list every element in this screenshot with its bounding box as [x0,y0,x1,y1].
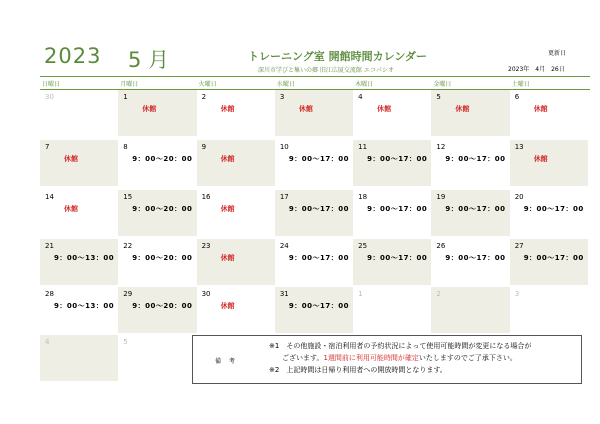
day-number: 13 [514,143,524,151]
weekday-thu: 木曜日 [355,81,374,88]
header-divider [40,76,590,77]
day-number: 31 [279,290,289,298]
opening-hours: 9：00～17：00 [288,254,349,262]
closed-label: 休館 [533,155,548,163]
facility-subtitle: 深川市学びと集いの郷 旧江広厦交流館 エコパシオ [258,67,394,74]
opening-hours: 9：00～17：00 [288,155,349,163]
calendar-day [353,239,431,285]
day-number: 17 [279,193,289,201]
weekday-header [40,79,588,89]
day-number: 20 [514,193,524,201]
opening-hours: 9：00～20：00 [132,155,193,163]
calendar-week [40,140,588,186]
calendar-day [275,140,353,186]
day-number: 1 [123,93,128,101]
day-number: 9 [201,143,207,151]
day-number: 18 [358,193,368,201]
day-number: 12 [436,143,446,151]
day-number: 29 [123,290,133,298]
calendar-day [118,140,196,186]
calendar-day [353,140,431,186]
day-number: 3 [514,290,520,298]
calendar-day [510,140,588,186]
day-number: 2 [201,93,207,101]
opening-hours: 9：00～17：00 [367,205,428,213]
day-number: 14 [45,193,54,201]
day-number: 25 [358,242,368,250]
calendar-day [197,287,275,333]
calendar-day [118,287,196,333]
notes-box [192,335,582,384]
calendar-day [197,90,275,136]
day-number: 6 [514,93,520,101]
calendar-day [353,90,431,136]
calendar-day [510,190,588,236]
note-1-highlight: 1週間前に利用可能時間が確定 [323,354,419,362]
closed-label: 休館 [64,155,78,163]
weekday-fri: 金曜日 [433,81,452,88]
day-number: 26 [436,242,446,250]
day-number: 19 [436,193,446,201]
calendar-day [40,335,118,381]
weekday-wed: 水曜日 [276,81,295,88]
closed-label: 休館 [298,105,313,113]
opening-hours: 9：00～17：00 [445,155,506,163]
calendar-day [118,335,196,381]
opening-hours: 9：00～17：00 [523,205,584,213]
month: 5 月 [128,48,170,72]
opening-hours: 9：00～20：00 [132,302,193,310]
opening-hours: 9：00～17：00 [367,254,428,262]
calendar-day [118,90,196,136]
day-number: 2 [436,290,441,298]
updated-label: 更新日 [548,50,567,57]
opening-hours: 9：00～13：00 [54,254,115,262]
calendar-day [431,140,509,186]
closed-label: 休館 [142,105,157,113]
day-number: 28 [45,290,54,298]
day-number: 3 [279,93,285,101]
calendar-week [40,90,588,136]
calendar-day [40,140,118,186]
weekday-mon: 月曜日 [120,81,139,88]
closed-label: 休館 [220,205,235,213]
note-2: ※2 上記時間は日帰り利用者への開放時間となります。 [269,366,447,374]
calendar-day [275,190,353,236]
closed-label: 休館 [533,105,548,113]
opening-hours: 9：00～17：00 [288,205,349,213]
note-1: ※1 その他施設・宿泊利用者の予約状況によって使用可能時間が変更になる場合が [269,342,532,350]
calendar-day [118,190,196,236]
opening-hours: 9：00～17：00 [523,254,584,262]
opening-hours: 9：00～20：00 [132,205,193,213]
day-number: 30 [201,290,211,298]
note-1-continued [269,352,531,364]
day-number: 11 [358,143,368,151]
year: 2023 [44,44,102,68]
day-number: 7 [45,143,50,151]
calendar-day [40,239,118,285]
calendar-week [40,190,588,236]
day-number: 21 [45,242,54,250]
day-number: 4 [358,93,363,101]
calendar-day [275,90,353,136]
day-number: 15 [123,193,133,201]
note-1-text: ございます。 [282,354,324,362]
opening-hours: 9：00～17：00 [445,205,506,213]
day-number: 22 [123,242,133,250]
opening-hours: 9：00～13：00 [54,302,115,310]
notes-label: 備 考 [215,358,238,365]
weekday-sat: 土曜日 [511,81,530,88]
closed-label: 休館 [455,105,470,113]
closed-label: 休館 [64,205,78,213]
opening-hours: 9：00～17：00 [288,302,349,310]
page-title: トレーニング室 開館時間カレンダー [248,50,427,63]
weekday-sun: 日曜日 [42,81,61,88]
closed-label: 休館 [377,105,392,113]
calendar-week [40,239,588,285]
day-number: 10 [279,143,289,151]
calendar-day [431,287,509,333]
calendar-day [431,239,509,285]
calendar-day [510,287,588,333]
notes-text [269,340,531,376]
calendar-day [275,287,353,333]
calendar-day [197,190,275,236]
calendar-day [353,190,431,236]
closed-label: 休館 [220,302,235,310]
calendar-day [40,190,118,236]
calendar-day [40,287,118,333]
day-number: 5 [436,93,441,101]
day-number: 16 [201,193,211,201]
calendar-day [431,90,509,136]
calendar-day [353,287,431,333]
calendar-day [197,239,275,285]
day-number: 4 [45,338,50,346]
calendar-day [510,239,588,285]
calendar-day [40,90,118,136]
day-number: 1 [358,290,363,298]
calendar-day [510,90,588,136]
day-number: 30 [45,93,54,101]
closed-label: 休館 [220,155,235,163]
calendar-day [197,140,275,186]
day-number: 5 [123,338,128,346]
day-number: 23 [201,242,211,250]
day-number: 24 [279,242,289,250]
calendar-day [431,190,509,236]
opening-hours: 9：00～17：00 [367,155,428,163]
note-1-tail: いたしますのでご了承下さい。 [418,354,517,362]
opening-hours: 9：00～17：00 [445,254,506,262]
calendar-week [40,287,588,333]
day-number: 8 [123,143,128,151]
closed-label: 休館 [220,254,235,262]
updated-date: 2023年 4月 26日 [508,66,565,73]
calendar-day [275,239,353,285]
weekday-tue: 火曜日 [198,81,217,88]
closed-label: 休館 [220,105,235,113]
opening-hours: 9：00～20：00 [132,254,193,262]
day-number: 27 [514,242,524,250]
calendar-day [118,239,196,285]
